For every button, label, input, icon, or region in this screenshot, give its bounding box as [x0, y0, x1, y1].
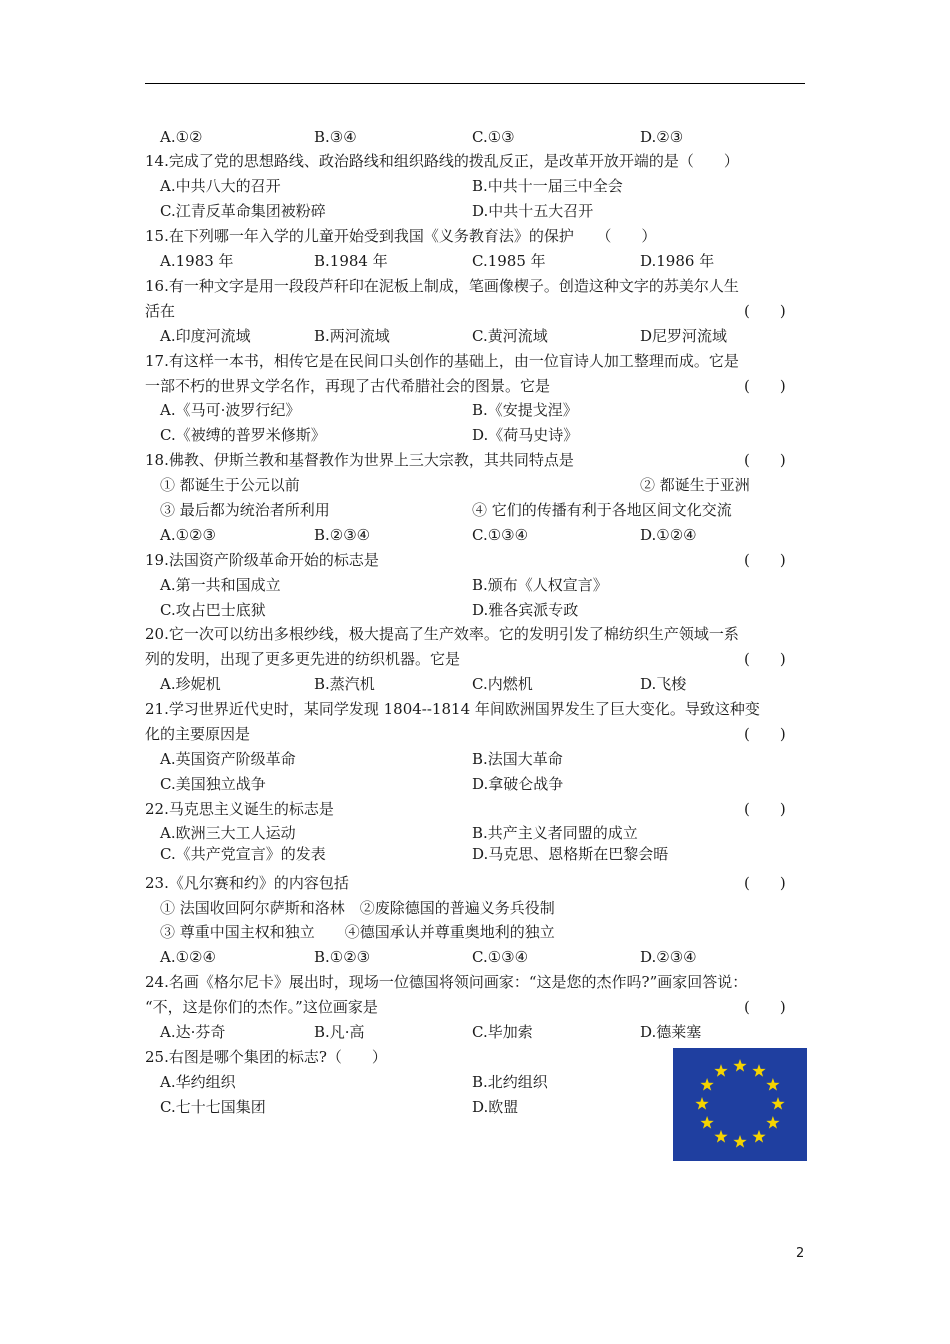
q23-option-b: B.①②③ [314, 948, 371, 966]
q22-option-d: D.马克思、恩格斯在巴黎会晤 [472, 845, 669, 863]
q24-answer-paren: ( ) [744, 998, 786, 1016]
q20-option-b: B.蒸汽机 [314, 675, 375, 693]
q17-stem-line1: 17.有这样一本书，相传它是在民间口头创作的基础上，由一位盲诗人加工整理而成。它是 [145, 352, 739, 370]
q23-statements-line2: ③ 尊重中国主权和独立 ④德国承认并尊重奥地利的独立 [160, 923, 555, 941]
q23-stem: 23.《凡尔赛和约》的内容包括 [145, 874, 349, 892]
page-number: 2 [796, 1246, 805, 1261]
q15-option-c: C.1985 年 [472, 252, 546, 270]
q16-answer-paren: ( ) [744, 302, 786, 320]
q20-option-c: C.内燃机 [472, 675, 533, 693]
q18-option-b: B.②③④ [314, 526, 371, 544]
q25-option-d: D.欧盟 [472, 1098, 519, 1116]
eu-flag-stars [673, 1048, 807, 1161]
q23-option-d: D.②③④ [640, 948, 697, 966]
q20-option-d: D.飞梭 [640, 675, 687, 693]
q23-answer-paren: ( ) [744, 874, 786, 892]
q21-answer-paren: ( ) [744, 725, 786, 743]
q13-option-a: A.①② [160, 128, 203, 146]
q19-stem: 19.法国资产阶级革命开始的标志是 [145, 551, 379, 569]
q14-option-d: D.中共十五大召开 [472, 202, 594, 220]
q23-option-a: A.①②④ [160, 948, 216, 966]
q18-statement-1: ① 都诞生于公元以前 [160, 476, 300, 494]
q22-stem: 22.马克思主义诞生的标志是 [145, 800, 334, 818]
q22-option-b: B.共产主义者同盟的成立 [472, 824, 638, 842]
q16-option-a: A.印度河流域 [160, 327, 251, 345]
q19-option-c: C.攻占巴士底狱 [160, 601, 266, 619]
q24-option-a: A.达·芬奇 [160, 1023, 226, 1041]
q20-stem-line1: 20.它一次可以纺出多根纱线，极大提高了生产效率。它的发明引发了棉纺织生产领域一系 [145, 625, 739, 643]
q14-option-c: C.江青反革命集团被粉碎 [160, 202, 326, 220]
q16-option-d: D尼罗河流域 [640, 327, 728, 345]
q14-option-a: A.中共八大的召开 [160, 177, 281, 195]
q22-option-c: C.《共产党宣言》的发表 [160, 845, 326, 863]
q24-stem-line1: 24.名画《格尔尼卡》展出时，现场一位德国将领问画家：“这是您的杰作吗?”画家回答说： [145, 973, 748, 991]
q19-option-d: D.雅各宾派专政 [472, 601, 579, 619]
q17-option-a: A.《马可·波罗行纪》 [160, 401, 301, 419]
q18-option-c: C.①③④ [472, 526, 529, 544]
q16-stem-line2: 活在 [145, 302, 176, 320]
q19-option-a: A.第一共和国成立 [160, 576, 281, 594]
q17-option-c: C.《被缚的普罗米修斯》 [160, 426, 326, 444]
q25-stem: 25.右图是哪个集团的标志?（ ） [145, 1048, 387, 1066]
q18-option-d: D.①②④ [640, 526, 697, 544]
q13-option-b: B.③④ [314, 128, 357, 146]
q14-stem: 14.完成了党的思想路线、政治路线和组织路线的拨乱反正，是改革开放开端的是（ ） [145, 152, 739, 170]
q21-option-a: A.英国资产阶级革命 [160, 750, 296, 768]
q15-option-a: A.1983 年 [160, 252, 234, 270]
q20-option-a: A.珍妮机 [160, 675, 221, 693]
q13-option-c: C.①③ [472, 128, 515, 146]
q21-option-c: C.美国独立战争 [160, 775, 266, 793]
q24-option-d: D.德莱塞 [640, 1023, 702, 1041]
q16-option-c: C.黄河流域 [472, 327, 548, 345]
q24-option-b: B.凡·高 [314, 1023, 365, 1041]
header-rule [145, 83, 805, 84]
q17-stem-line2: 一部不朽的世界文学名作，再现了古代希腊社会的图景。它是 [145, 377, 551, 395]
q21-option-d: D.拿破仑战争 [472, 775, 564, 793]
q18-answer-paren: ( ) [744, 451, 786, 469]
q20-stem-line2: 列的发明，出现了更多更先进的纺织机器。它是 [145, 650, 461, 668]
q16-option-b: B.两河流域 [314, 327, 390, 345]
q15-option-b: B.1984 年 [314, 252, 388, 270]
q19-answer-paren: ( ) [744, 551, 786, 569]
q21-option-b: B.法国大革命 [472, 750, 563, 768]
q15-option-d: D.1986 年 [640, 252, 715, 270]
q20-answer-paren: ( ) [744, 650, 786, 668]
q16-stem-line1: 16.有一种文字是用一段段芦秆印在泥板上制成，笔画像楔子。创造这种文字的苏美尔人生 [145, 277, 739, 295]
q22-option-a: A.欧洲三大工人运动 [160, 824, 296, 842]
q17-option-b: B.《安提戈涅》 [472, 401, 578, 419]
q18-statement-2: ② 都诞生于亚洲 [640, 476, 750, 494]
q23-option-c: C.①③④ [472, 948, 529, 966]
q19-option-b: B.颁布《人权宣言》 [472, 576, 608, 594]
q17-answer-paren: ( ) [744, 377, 786, 395]
q24-option-c: C.毕加索 [472, 1023, 533, 1041]
q21-stem-line1: 21.学习世界近代史时，某同学发现 1804--1814 年间欧洲国界发生了巨大变化。导致这种变 [145, 700, 760, 718]
q25-option-a: A.华约组织 [160, 1073, 236, 1091]
q24-stem-line2: “不，这是你们的杰作。”这位画家是 [145, 998, 378, 1016]
q21-stem-line2: 化的主要原因是 [145, 725, 251, 743]
q25-option-c: C.七十七国集团 [160, 1098, 266, 1116]
q23-statements-line1: ① 法国收回阿尔萨斯和洛林 ②废除德国的普遍义务兵役制 [160, 899, 555, 917]
q18-statement-3: ③ 最后都为统治者所利用 [160, 501, 330, 519]
q15-stem: 15.在下列哪一年入学的儿童开始受到我国《义务教育法》的保护 （ ） [145, 227, 657, 245]
q22-answer-paren: ( ) [744, 800, 786, 818]
q18-stem: 18.佛教、伊斯兰教和基督教作为世界上三大宗教，其共同特点是 [145, 451, 574, 469]
q25-option-b: B.北约组织 [472, 1073, 548, 1091]
q18-option-a: A.①②③ [160, 526, 216, 544]
q18-statement-4: ④ 它们的传播有利于各地区间文化交流 [472, 501, 732, 519]
q13-option-d: D.②③ [640, 128, 684, 146]
q17-option-d: D.《荷马史诗》 [472, 426, 579, 444]
eu-flag-icon [673, 1048, 807, 1161]
q14-option-b: B.中共十一届三中全会 [472, 177, 623, 195]
